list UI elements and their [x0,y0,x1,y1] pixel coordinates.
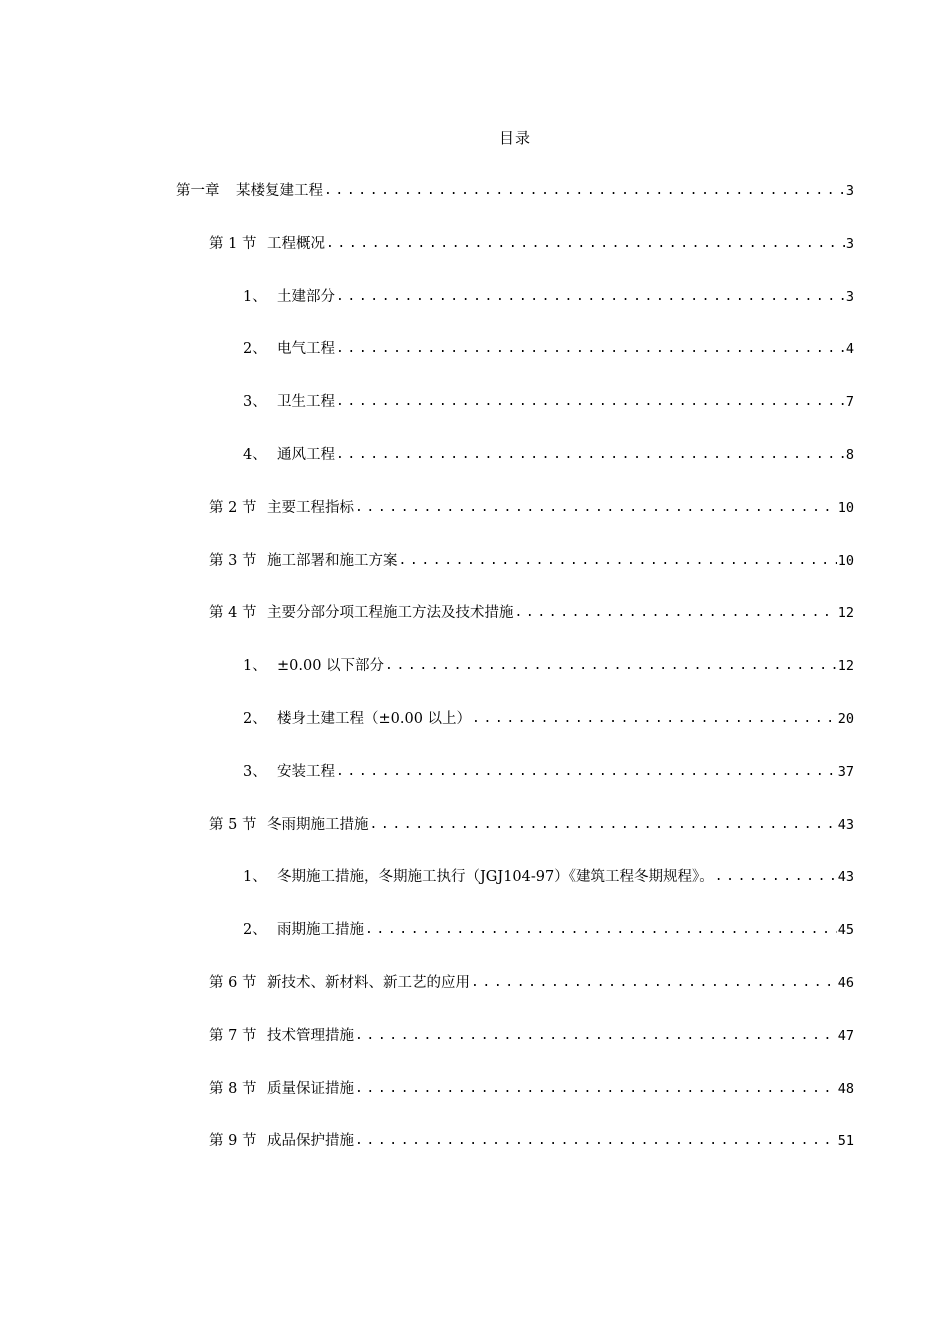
toc-entry[interactable] [243,445,854,465]
toc-entry-text: 质量保证措施 [267,1080,354,1097]
toc-entry-number: 1、 [243,288,267,305]
toc-dot-leader [369,815,837,835]
toc-dot-leader [514,603,837,623]
toc-entry-page-number: 43 [837,816,854,833]
toc-entry[interactable] [209,815,854,835]
toc-dot-leader [335,762,837,782]
toc-entry-page-number: 48 [837,1080,854,1097]
toc-entry-text: 安装工程 [277,763,335,780]
toc-dot-leader [364,920,837,940]
toc-entry-text: 施工部署和施工方案 [267,552,398,569]
toc-entry-number: 2、 [243,341,267,358]
toc-entry-number: 第 9 节 [209,1133,257,1150]
toc-dot-leader [335,392,845,412]
toc-entry-text: 冬期施工措施，冬期施工执行（JGJ104-97）《建筑工程冬期规程》。 [277,869,714,886]
toc-dot-leader [354,498,837,518]
toc-entry-number: 第 3 节 [209,552,257,569]
toc-entry-number: 第 5 节 [209,816,257,833]
toc-entry[interactable] [209,1026,854,1046]
toc-entry-page-number: 45 [837,922,854,939]
toc-dot-leader [323,181,845,201]
toc-entry[interactable] [243,867,854,887]
toc-entry-text: 技术管理措施 [267,1027,354,1044]
toc-entry-page-number: 7 [845,394,854,411]
toc-entry-text: 电气工程 [277,341,335,358]
toc-entry-number: 1、 [243,869,267,886]
toc-entry-text: 主要分部分项工程施工方法及技术措施 [267,605,514,622]
toc-entry-page-number: 47 [837,1027,854,1044]
toc-entry-number: 第 4 节 [209,605,257,622]
toc-entry-text: ±0.00 以下部分 [277,658,385,675]
toc-entry-page-number: 12 [837,658,854,675]
toc-entry-text: 工程概况 [267,235,325,252]
toc-entry[interactable] [243,762,854,782]
toc-entry-page-number: 37 [837,763,854,780]
toc-dot-leader [335,339,845,359]
toc-entry[interactable] [243,656,854,676]
toc-entry[interactable] [209,1079,854,1099]
toc-entry-number: 3、 [243,394,267,411]
toc-entry[interactable] [209,603,854,623]
toc-entry[interactable] [243,392,854,412]
toc-entry-number: 4、 [243,447,267,463]
toc-entry[interactable] [243,920,854,940]
toc-entry-text: 新技术、新材料、新工艺的应用 [267,975,470,991]
toc-dot-leader [354,1079,837,1099]
toc-entry-number: 第 6 节 [209,975,257,991]
toc-entry[interactable] [209,1131,854,1151]
toc-entry-text: 雨期施工措施 [277,922,364,939]
toc-entry-page-number: 10 [837,499,854,516]
toc-entry-page-number: 8 [845,447,854,463]
toc-entry-number: 2、 [243,711,267,727]
toc-title: 目录 [498,129,531,147]
toc-entry-number: 第一章 [176,183,220,199]
toc-entry[interactable] [209,234,854,254]
toc-dot-leader [354,1026,837,1046]
toc-entry-page-number: 46 [837,975,854,991]
toc-entry-number: 第 7 节 [209,1027,257,1044]
toc-entry[interactable] [209,498,854,518]
toc-entry-text: 土建部分 [277,288,335,305]
toc-dot-leader [335,445,845,465]
toc-entry-number: 2、 [243,922,267,939]
toc-entry-page-number: 12 [837,605,854,622]
toc-entry-number: 第 2 节 [209,499,257,516]
toc-dot-leader [714,867,837,887]
toc-entry-number: 3、 [243,763,267,780]
toc-entry-page-number: 4 [845,341,854,358]
toc-entry-page-number: 3 [845,235,854,252]
toc-dot-leader [384,656,837,676]
toc-entry-text: 某楼复建工程 [236,183,323,199]
toc-entry[interactable] [243,287,854,307]
toc-dot-leader [398,551,837,571]
toc-entry-page-number: 3 [845,183,854,199]
toc-entry-text: 成品保护措施 [267,1133,354,1150]
toc-entry-text: 楼身土建工程（±0.00 以上） [277,711,472,727]
toc-entry-page-number: 51 [837,1133,854,1150]
toc-entry[interactable] [243,709,854,729]
toc-entry-text: 卫生工程 [277,394,335,411]
toc-entry[interactable] [209,973,854,993]
toc-dot-leader [470,973,837,993]
toc-entry[interactable] [176,181,854,201]
toc-entry-page-number: 20 [837,711,854,727]
toc-entry-text: 冬雨期施工措施 [267,816,369,833]
toc-entry-number: 第 8 节 [209,1080,257,1097]
toc-entry-number: 1、 [243,658,267,675]
toc-entry-number: 第 1 节 [209,235,257,252]
toc-entry[interactable] [209,551,854,571]
toc-dot-leader [325,234,845,254]
toc-entry[interactable] [243,339,854,359]
toc-entry-page-number: 3 [845,288,854,305]
toc-entry-page-number: 10 [837,552,854,569]
toc-dot-leader [335,287,845,307]
toc-entry-text: 通风工程 [277,447,335,463]
toc-dot-leader [354,1131,837,1151]
toc-entry-page-number: 43 [837,869,854,886]
toc-dot-leader [471,709,837,729]
toc-entry-text: 主要工程指标 [267,499,354,516]
